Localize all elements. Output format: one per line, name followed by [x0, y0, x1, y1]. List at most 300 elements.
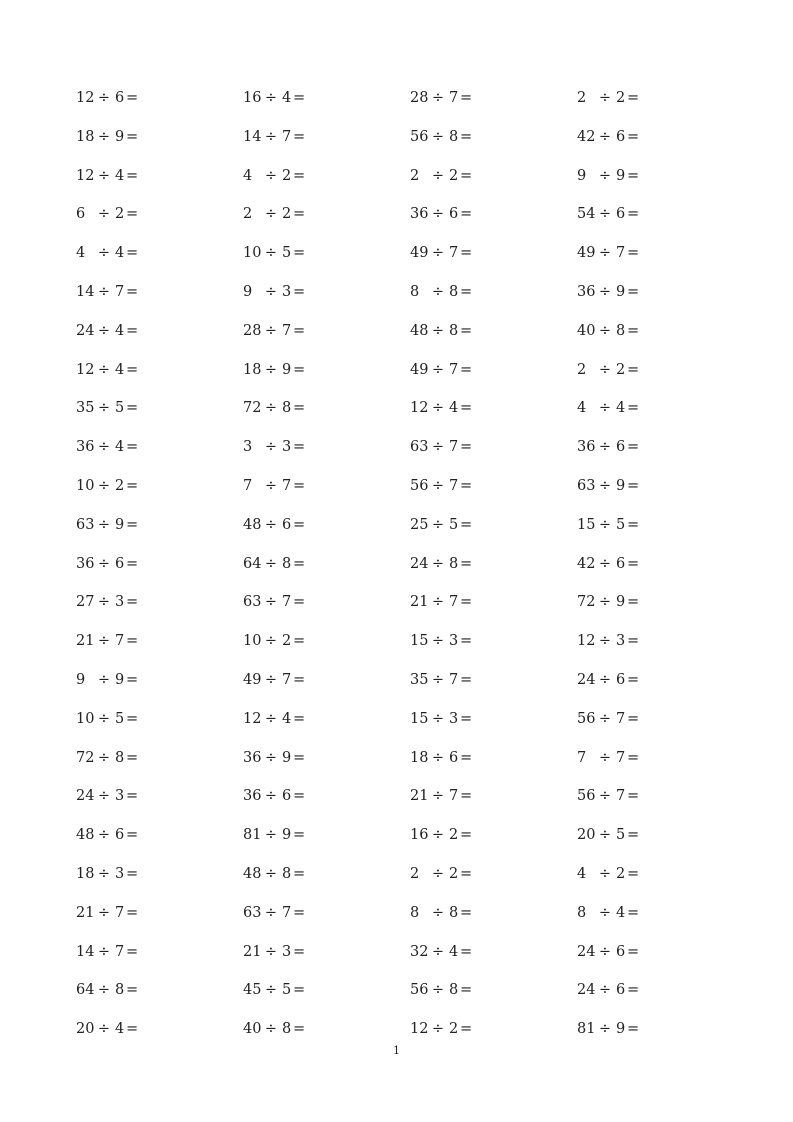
divisor: 6: [282, 788, 292, 805]
equals-sign: =: [460, 245, 473, 262]
divisor: 6: [115, 827, 125, 844]
dividend: 72: [577, 594, 596, 611]
dividend: 48: [243, 516, 262, 533]
equals-sign: =: [126, 943, 139, 960]
divisor: 7: [449, 671, 459, 688]
division-problem: [577, 85, 744, 111]
equals-sign: =: [126, 322, 139, 339]
dividend: 21: [76, 633, 95, 650]
dividend: 10: [243, 633, 262, 650]
equals-sign: =: [293, 245, 306, 262]
divisor: 3: [115, 594, 125, 611]
equals-sign: =: [126, 865, 139, 882]
division-problem: [410, 900, 577, 926]
divisor: 7: [282, 128, 292, 145]
division-problem: [76, 473, 243, 499]
equals-sign: =: [126, 206, 139, 223]
divisor: 6: [616, 206, 626, 223]
equals-sign: =: [460, 827, 473, 844]
division-problem: [410, 745, 577, 771]
dividend: 18: [76, 128, 95, 145]
division-sign: ÷: [598, 516, 612, 533]
divisor: 4: [282, 90, 292, 106]
dividend: 12: [76, 361, 95, 378]
equals-sign: =: [126, 283, 139, 300]
dividend: 12: [76, 90, 95, 106]
divisor: 8: [449, 283, 459, 300]
dividend: 56: [410, 477, 429, 494]
dividend: 28: [410, 90, 429, 106]
divisor: 5: [282, 982, 292, 999]
equals-sign: =: [126, 477, 139, 494]
divisor: 6: [115, 90, 125, 106]
equals-sign: =: [460, 594, 473, 611]
divisor: 8: [282, 865, 292, 882]
division-problem: [76, 512, 243, 538]
division-problem: [577, 512, 744, 538]
equals-sign: =: [627, 788, 640, 805]
divisor: 9: [282, 749, 292, 766]
divisor: 2: [282, 633, 292, 650]
division-problem: [577, 667, 744, 693]
divisor: 8: [115, 749, 125, 766]
divisor: 9: [616, 1021, 626, 1038]
dividend: 3: [243, 439, 253, 456]
divisor: 5: [616, 516, 626, 533]
dividend: 48: [243, 865, 262, 882]
division-sign: ÷: [97, 594, 111, 611]
dividend: 16: [243, 90, 262, 106]
division-sign: ÷: [264, 322, 278, 339]
division-problem: [577, 357, 744, 383]
dividend: 18: [410, 749, 429, 766]
divisor: 6: [115, 555, 125, 572]
division-problem: [410, 512, 577, 538]
divisor: 6: [616, 982, 626, 999]
division-sign: ÷: [97, 633, 111, 650]
dividend: 63: [410, 439, 429, 456]
dividend: 36: [577, 439, 596, 456]
dividend: 36: [243, 788, 262, 805]
divisor: 9: [115, 128, 125, 145]
divisor: 8: [449, 555, 459, 572]
dividend: 14: [76, 283, 95, 300]
dividend: 12: [243, 710, 262, 727]
divisor: 7: [449, 594, 459, 611]
divisor: 3: [282, 439, 292, 456]
equals-sign: =: [126, 827, 139, 844]
division-problem: [577, 434, 744, 460]
divisor: 9: [616, 283, 626, 300]
divisor: 4: [115, 245, 125, 262]
division-problem: [243, 395, 410, 421]
division-problem: [577, 706, 744, 732]
equals-sign: =: [627, 477, 640, 494]
equals-sign: =: [293, 361, 306, 378]
equals-sign: =: [126, 400, 139, 417]
division-sign: ÷: [598, 710, 612, 727]
division-problem: [410, 434, 577, 460]
equals-sign: =: [627, 167, 640, 184]
division-sign: ÷: [598, 206, 612, 223]
division-sign: ÷: [264, 788, 278, 805]
divisor: 7: [616, 245, 626, 262]
equals-sign: =: [627, 982, 640, 999]
divisor: 7: [282, 671, 292, 688]
divisor: 8: [282, 400, 292, 417]
division-sign: ÷: [97, 982, 111, 999]
division-sign: ÷: [598, 865, 612, 882]
equals-sign: =: [460, 1021, 473, 1038]
dividend: 63: [577, 477, 596, 494]
division-sign: ÷: [97, 361, 111, 378]
divisor: 7: [616, 710, 626, 727]
divisor: 7: [449, 245, 459, 262]
dividend: 2: [577, 90, 587, 106]
dividend: 56: [410, 982, 429, 999]
divisor: 6: [449, 749, 459, 766]
division-sign: ÷: [431, 982, 445, 999]
division-problem: [243, 551, 410, 577]
division-sign: ÷: [431, 594, 445, 611]
division-sign: ÷: [431, 322, 445, 339]
division-sign: ÷: [264, 439, 278, 456]
equals-sign: =: [460, 943, 473, 960]
equals-sign: =: [293, 400, 306, 417]
dividend: 49: [243, 671, 262, 688]
dividend: 16: [410, 827, 429, 844]
dividend: 48: [76, 827, 95, 844]
dividend: 2: [577, 361, 587, 378]
equals-sign: =: [293, 904, 306, 921]
divisor: 7: [449, 788, 459, 805]
division-problem: [76, 1016, 243, 1042]
dividend: 2: [410, 167, 420, 184]
equals-sign: =: [627, 555, 640, 572]
dividend: 81: [243, 827, 262, 844]
dividend: 6: [76, 206, 86, 223]
dividend: 81: [577, 1021, 596, 1038]
dividend: 18: [243, 361, 262, 378]
division-sign: ÷: [97, 128, 111, 145]
dividend: 24: [76, 788, 95, 805]
division-problem: [577, 939, 744, 965]
division-sign: ÷: [431, 671, 445, 688]
division-problem: [410, 163, 577, 189]
dividend: 56: [577, 788, 596, 805]
equals-sign: =: [126, 749, 139, 766]
division-sign: ÷: [598, 322, 612, 339]
equals-sign: =: [126, 128, 139, 145]
divisor: 4: [115, 361, 125, 378]
equals-sign: =: [460, 788, 473, 805]
division-sign: ÷: [264, 516, 278, 533]
division-sign: ÷: [264, 594, 278, 611]
divisor: 7: [115, 283, 125, 300]
equals-sign: =: [126, 710, 139, 727]
dividend: 7: [577, 749, 587, 766]
division-sign: ÷: [431, 516, 445, 533]
divisor: 8: [449, 904, 459, 921]
divisor: 3: [115, 788, 125, 805]
dividend: 15: [410, 710, 429, 727]
dividend: 35: [410, 671, 429, 688]
dividend: 42: [577, 555, 596, 572]
division-sign: ÷: [97, 671, 111, 688]
division-sign: ÷: [431, 90, 445, 106]
dividend: 54: [577, 206, 596, 223]
division-sign: ÷: [264, 167, 278, 184]
equals-sign: =: [460, 904, 473, 921]
division-problem: [577, 861, 744, 887]
divisor: 6: [616, 439, 626, 456]
divisor: 8: [616, 322, 626, 339]
dividend: 2: [243, 206, 253, 223]
divisor: 2: [616, 361, 626, 378]
division-problem: [76, 551, 243, 577]
division-sign: ÷: [264, 90, 278, 106]
equals-sign: =: [460, 439, 473, 456]
division-problem: [410, 473, 577, 499]
division-sign: ÷: [264, 1021, 278, 1038]
equals-sign: =: [126, 361, 139, 378]
dividend: 56: [410, 128, 429, 145]
divisor: 8: [449, 982, 459, 999]
equals-sign: =: [460, 361, 473, 378]
dividend: 8: [577, 904, 587, 921]
divisor: 7: [115, 633, 125, 650]
division-problem: [410, 861, 577, 887]
division-sign: ÷: [431, 361, 445, 378]
dividend: 63: [243, 904, 262, 921]
dividend: 36: [243, 749, 262, 766]
divisor: 8: [282, 555, 292, 572]
divisor: 2: [449, 865, 459, 882]
division-sign: ÷: [598, 904, 612, 921]
divisor: 6: [616, 671, 626, 688]
divisor: 5: [282, 245, 292, 262]
division-problem: [76, 977, 243, 1003]
dividend: 36: [76, 555, 95, 572]
dividend: 21: [243, 943, 262, 960]
divisor: 2: [449, 167, 459, 184]
division-problem: [76, 85, 243, 111]
dividend: 9: [577, 167, 587, 184]
division-sign: ÷: [264, 477, 278, 494]
equals-sign: =: [627, 90, 640, 106]
division-sign: ÷: [431, 827, 445, 844]
equals-sign: =: [627, 710, 640, 727]
division-sign: ÷: [598, 788, 612, 805]
equals-sign: =: [126, 439, 139, 456]
division-problem: [243, 318, 410, 344]
dividend: 49: [410, 245, 429, 262]
division-sign: ÷: [431, 710, 445, 727]
division-problem: [410, 939, 577, 965]
dividend: 14: [76, 943, 95, 960]
divisor: 3: [449, 633, 459, 650]
division-sign: ÷: [97, 283, 111, 300]
divisor: 3: [115, 865, 125, 882]
dividend: 35: [76, 400, 95, 417]
division-problem: [76, 240, 243, 266]
division-problem: [243, 861, 410, 887]
divisor: 4: [449, 400, 459, 417]
division-sign: ÷: [97, 477, 111, 494]
dividend: 72: [243, 400, 262, 417]
divisor: 3: [616, 633, 626, 650]
divisor: 4: [115, 1021, 125, 1038]
division-problem: [577, 628, 744, 654]
dividend: 32: [410, 943, 429, 960]
dividend: 4: [76, 245, 86, 262]
equals-sign: =: [627, 322, 640, 339]
dividend: 18: [76, 865, 95, 882]
dividend: 49: [410, 361, 429, 378]
divisor: 7: [449, 439, 459, 456]
equals-sign: =: [126, 633, 139, 650]
equals-sign: =: [627, 749, 640, 766]
division-problem: [577, 473, 744, 499]
equals-sign: =: [627, 283, 640, 300]
division-sign: ÷: [431, 477, 445, 494]
division-sign: ÷: [97, 90, 111, 106]
division-sign: ÷: [431, 245, 445, 262]
equals-sign: =: [126, 90, 139, 106]
equals-sign: =: [460, 633, 473, 650]
equals-sign: =: [627, 594, 640, 611]
division-sign: ÷: [598, 555, 612, 572]
dividend: 9: [76, 671, 86, 688]
division-problem: [577, 279, 744, 305]
division-sign: ÷: [598, 827, 612, 844]
division-sign: ÷: [264, 245, 278, 262]
divisor: 6: [282, 516, 292, 533]
division-sign: ÷: [97, 400, 111, 417]
divisor: 4: [616, 904, 626, 921]
equals-sign: =: [460, 749, 473, 766]
equals-sign: =: [126, 516, 139, 533]
equals-sign: =: [460, 400, 473, 417]
dividend: 15: [410, 633, 429, 650]
dividend: 9: [243, 283, 253, 300]
division-sign: ÷: [97, 245, 111, 262]
dividend: 28: [243, 322, 262, 339]
equals-sign: =: [293, 671, 306, 688]
divisor: 4: [616, 400, 626, 417]
equals-sign: =: [627, 361, 640, 378]
equals-sign: =: [126, 982, 139, 999]
divisor: 2: [115, 477, 125, 494]
divisor: 2: [282, 167, 292, 184]
divisor: 8: [282, 1021, 292, 1038]
equals-sign: =: [627, 943, 640, 960]
dividend: 4: [243, 167, 253, 184]
equals-sign: =: [293, 283, 306, 300]
dividend: 36: [76, 439, 95, 456]
equals-sign: =: [293, 90, 306, 106]
dividend: 4: [577, 865, 587, 882]
dividend: 40: [577, 322, 596, 339]
division-sign: ÷: [97, 206, 111, 223]
division-sign: ÷: [264, 633, 278, 650]
division-problem: [76, 822, 243, 848]
divisor: 2: [115, 206, 125, 223]
dividend: 72: [76, 749, 95, 766]
division-problem: [76, 783, 243, 809]
equals-sign: =: [460, 167, 473, 184]
division-sign: ÷: [431, 167, 445, 184]
dividend: 8: [410, 283, 420, 300]
division-sign: ÷: [431, 206, 445, 223]
division-sign: ÷: [264, 749, 278, 766]
divisor: 6: [616, 128, 626, 145]
divisor: 2: [616, 90, 626, 106]
division-problem: [410, 783, 577, 809]
division-sign: ÷: [431, 1021, 445, 1038]
division-problem: [410, 822, 577, 848]
division-sign: ÷: [598, 1021, 612, 1038]
equals-sign: =: [627, 633, 640, 650]
division-problem: [243, 163, 410, 189]
dividend: 27: [76, 594, 95, 611]
division-sign: ÷: [264, 982, 278, 999]
dividend: 48: [410, 322, 429, 339]
dividend: 45: [243, 982, 262, 999]
division-sign: ÷: [598, 400, 612, 417]
division-sign: ÷: [264, 361, 278, 378]
division-sign: ÷: [97, 943, 111, 960]
divisor: 4: [115, 167, 125, 184]
dividend: 12: [76, 167, 95, 184]
division-problem: [243, 357, 410, 383]
equals-sign: =: [627, 128, 640, 145]
division-problem: [76, 279, 243, 305]
divisor: 4: [449, 943, 459, 960]
equals-sign: =: [460, 206, 473, 223]
dividend: 10: [76, 710, 95, 727]
division-sign: ÷: [598, 283, 612, 300]
dividend: 8: [410, 904, 420, 921]
equals-sign: =: [293, 206, 306, 223]
equals-sign: =: [126, 167, 139, 184]
divisor: 7: [449, 361, 459, 378]
equals-sign: =: [627, 827, 640, 844]
division-problem: [243, 900, 410, 926]
equals-sign: =: [627, 439, 640, 456]
division-sign: ÷: [598, 128, 612, 145]
division-sign: ÷: [598, 594, 612, 611]
division-problem: [577, 589, 744, 615]
divisor: 6: [616, 555, 626, 572]
equals-sign: =: [293, 710, 306, 727]
equals-sign: =: [293, 477, 306, 494]
dividend: 36: [410, 206, 429, 223]
division-problem: [410, 667, 577, 693]
divisor: 4: [115, 322, 125, 339]
division-sign: ÷: [598, 633, 612, 650]
division-sign: ÷: [431, 943, 445, 960]
division-sign: ÷: [97, 865, 111, 882]
equals-sign: =: [293, 594, 306, 611]
equals-sign: =: [460, 90, 473, 106]
division-problem: [76, 318, 243, 344]
equals-sign: =: [293, 943, 306, 960]
dividend: 24: [76, 322, 95, 339]
equals-sign: =: [293, 865, 306, 882]
equals-sign: =: [293, 555, 306, 572]
equals-sign: =: [460, 671, 473, 688]
